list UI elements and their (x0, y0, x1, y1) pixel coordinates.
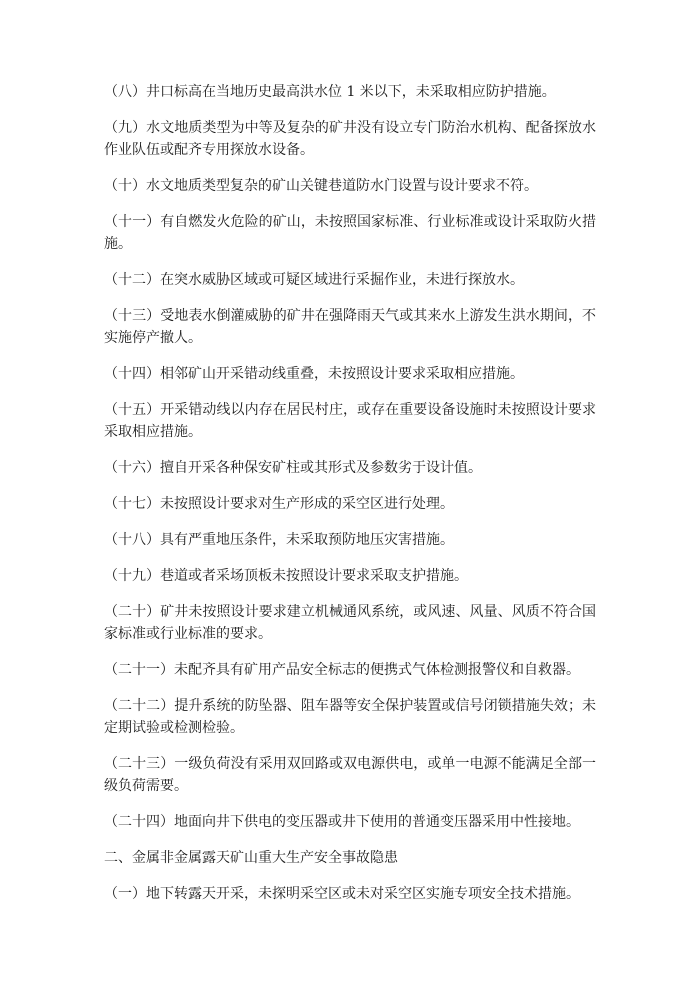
paragraph-item-15: （十五）开采错动线以内存在居民村庄，或存在重要设备设施时未按照设计要求采取相应措施。 (104, 402, 596, 440)
paragraph-item-17: （十七）未按照设计要求对生产形成的采空区进行处理。 (104, 496, 454, 512)
paragraph-item-18: （十八）具有严重地压条件，未采取预防地压灾害措施。 (104, 532, 454, 548)
paragraph-item-19: （十九）巷道或者采场顶板未按照设计要求采取支护措施。 (104, 568, 468, 584)
paragraph-item-10: （十）水文地质类型复杂的矿山关键巷道防水门设置与设计要求不符。 (104, 178, 538, 194)
paragraph-item-12: （十二）在突水威胁区域或可疑区域进行采掘作业，未进行探放水。 (104, 272, 524, 288)
paragraph-item-8: （八）井口标高在当地历史最高洪水位 1 米以下，未采取相应防护措施。 (104, 84, 556, 100)
paragraph-item-24: （二十四）地面向井下供电的变压器或井下使用的普通变压器采用中性接地。 (104, 814, 580, 830)
paragraph-item-21: （二十一）未配齐具有矿用产品安全标志的便携式气体检测报警仪和自救器。 (104, 662, 580, 678)
paragraph-item-16: （十六）擅自开采各种保安矿柱或其形式及参数劣于设计值。 (104, 460, 482, 476)
paragraph-item-11: （十一）有自燃发火危险的矿山，未按照国家标准、行业标准或设计采取防火措施。 (104, 214, 596, 252)
paragraph-item-20: （二十）矿井未按照设计要求建立机械通风系统，或风速、风量、风质不符合国家标准或行业标准的要求。 (104, 604, 596, 642)
paragraph-item-22: （二十二）提升系统的防坠器、阻车器等安全保护装置或信号闭锁措施失效；未定期试验或检测检验。 (104, 698, 596, 736)
paragraph-item-13: （十三）受地表水倒灌威胁的矿井在强降雨天气或其来水上游发生洪水期间，不实施停产撤人。 (104, 308, 596, 346)
section-heading: 二、金属非金属露天矿山重大生产安全事故隐患 (104, 850, 398, 866)
paragraph-item-14: （十四）相邻矿山开采错动线重叠，未按照设计要求采取相应措施。 (104, 366, 524, 382)
paragraph-item-1: （一）地下转露天开采，未探明采空区或未对采空区实施专项安全技术措施。 (104, 886, 580, 902)
document-body (104, 81, 596, 905)
paragraph-item-23: （二十三）一级负荷没有采用双回路或双电源供电，或单一电源不能满足全部一级负荷需要。 (104, 756, 596, 794)
paragraph-item-9: （九）水文地质类型为中等及复杂的矿井没有设立专门防治水机构、配备探放水作业队伍或配齐专用探放水设备。 (104, 120, 596, 158)
